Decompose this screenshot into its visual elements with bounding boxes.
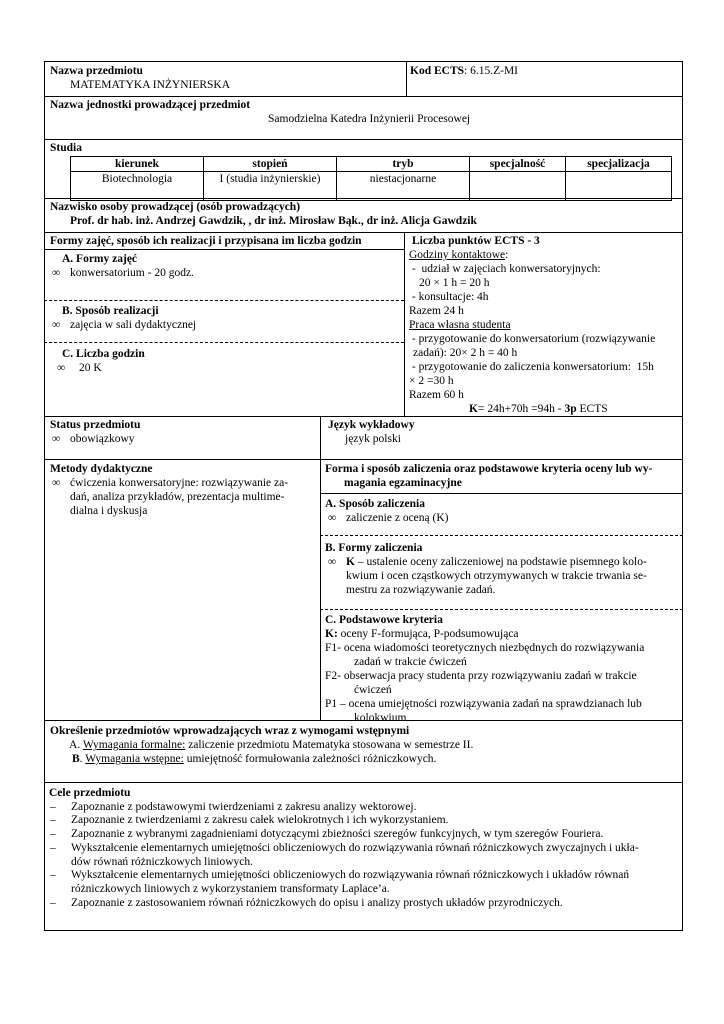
ects-contact-hours: Godziny kontaktowe: bbox=[409, 249, 509, 261]
studia-value: Biotechnologia bbox=[71, 172, 204, 201]
forms-c-value: 20 K bbox=[79, 362, 102, 374]
divider-dashed bbox=[320, 609, 683, 610]
subject-name: MATEMATYKA INŻYNIERSKA bbox=[70, 79, 231, 91]
prereq-formal: A. Wymagania formalne: zaliczenie przedmiotu Matematyka stosowana w semestrze II. bbox=[69, 739, 474, 751]
assessment-a-value: zaliczenie z oceną (K) bbox=[346, 512, 449, 524]
forms-b-item bbox=[52, 318, 196, 332]
studia-value: niestacjonarne bbox=[337, 172, 470, 201]
studia-header: stopień bbox=[204, 157, 337, 172]
ects-own-work: Praca własna studenta bbox=[409, 319, 511, 331]
goal-item: – Zapoznanie z podstawowymi twierdzeniami z zakresu analizy wektorowej. bbox=[50, 800, 417, 813]
status-item bbox=[52, 432, 135, 446]
studia-header: specjalizacja bbox=[566, 157, 672, 172]
goal-item: – Zapoznanie z wybranymi zagadnieniami dotyczącymi zbieżności szeregów funkcyjnych, w tym szeregów Fouriera. bbox=[50, 828, 604, 841]
divider bbox=[44, 96, 683, 97]
methods-text: ∞ ćwiczenia konwersatoryjne: rozwiązywanie za- dań, analiza przykładów, prezentacja multime- dialna i dyskusja bbox=[52, 477, 289, 517]
forms-b-label: B. Sposób realizacji bbox=[62, 305, 159, 317]
divider bbox=[44, 720, 683, 721]
studia-label: Studia bbox=[50, 142, 82, 154]
infinity-bullet-icon: ∞ bbox=[52, 433, 61, 445]
criterion-f1: F1- ocena wiadomości teoretycznych niezbędnych do rozwiązywania bbox=[325, 642, 645, 654]
goals-block bbox=[45, 787, 681, 910]
assessment-title: Forma i sposób zaliczenia oraz podstawowe kryteria oceny lub wy- magania egzaminacyjne bbox=[325, 463, 653, 489]
goal-item: – Wykształcenie elementarnych umiejętności obliczeniowych do rozwiązywania równań różniczkowych i układów równań różniczkowych liniowych z wykorzystaniem transformaty Laplace’a. bbox=[50, 869, 630, 895]
forms-ects-divider bbox=[404, 232, 405, 416]
forms-b-value: zajęcia w sali dydaktycznej bbox=[70, 319, 197, 331]
ects-line: Razem 24 h bbox=[409, 305, 464, 317]
goal-item: – Wykształcenie elementarnych umiejętności obliczeniowych do rozwiązywania równań różniczkowych zwyczajnych i ukła- dów równań różniczkowych liniowych. bbox=[50, 841, 639, 868]
infinity-bullet-icon: ∞ bbox=[52, 319, 61, 331]
assessment-a-item bbox=[328, 511, 448, 525]
divider-dashed bbox=[44, 300, 404, 301]
language-label: Język wykładowy bbox=[328, 419, 415, 431]
studia-value bbox=[566, 172, 672, 201]
prereq-label: Określenie przedmiotów wprowadzających wraz z wymogami wstępnymi bbox=[50, 725, 410, 737]
forms-a-item bbox=[52, 266, 194, 280]
divider bbox=[44, 198, 683, 199]
subject-label: Nazwa przedmiotu bbox=[50, 65, 143, 77]
criterion-p1: P1 – ocena umiejętności rozwiązywania zadań na sprawdzianach lub bbox=[325, 698, 642, 710]
subject-block bbox=[50, 64, 230, 92]
goal-item: – Zapoznanie z zastosowaniem równań różniczkowych do opisu i analizy prostych układów przyrodniczych. bbox=[50, 896, 563, 909]
forms-c-label: C. Liczba godzin bbox=[62, 348, 145, 360]
divider bbox=[320, 493, 683, 494]
ects-line: - przygotowanie do zaliczenia konwersatorium: 15h bbox=[409, 361, 654, 373]
forms-title: Formy zajęć, sposób ich realizacji i przypisana im liczba godzin bbox=[50, 235, 362, 247]
ects-line: - przygotowanie do konwersatorium (rozwiązywanie bbox=[409, 333, 656, 345]
header-divider bbox=[406, 61, 407, 97]
prereq-initial: B. Wymagania wstępne: umiejętność formułowania zależności różniczkowych. bbox=[72, 753, 437, 765]
divider bbox=[44, 249, 404, 250]
divider bbox=[44, 416, 683, 417]
infinity-bullet-icon: ∞ bbox=[52, 267, 61, 279]
divider bbox=[44, 782, 683, 783]
ects-line: 20 × 1 h = 20 h bbox=[419, 277, 490, 289]
criterion-f2: F2- obserwacja pracy studenta przy rozwiązywaniu zadań w trakcie bbox=[325, 670, 637, 682]
goals-label: Cele przedmiotu bbox=[49, 787, 131, 799]
goal-item: – Zapoznanie z twierdzeniami z zakresu całek wielokrotnych i ich wykorzystaniem. bbox=[50, 814, 449, 827]
ects-code bbox=[410, 64, 518, 78]
ects-line: zadań): 20× 2 h = 40 h bbox=[413, 347, 518, 359]
ects-code-value: : 6.15.Z-MI bbox=[464, 65, 518, 77]
status-label: Status przedmiotu bbox=[50, 419, 141, 431]
ects-line: × 2 =30 h bbox=[409, 375, 454, 387]
divider bbox=[44, 232, 683, 233]
forms-a-label: A. Formy zajęć bbox=[62, 253, 138, 265]
ects-block bbox=[409, 234, 681, 416]
unit-label: Nazwa jednostki prowadzącej przedmiot bbox=[50, 99, 251, 111]
studia-header: specjalność bbox=[470, 157, 566, 172]
methods-label: Metody dydaktyczne bbox=[50, 463, 153, 475]
prereq-block bbox=[50, 724, 473, 766]
infinity-bullet-icon: ∞ bbox=[328, 556, 337, 568]
ects-line: - konsultacje: 4h bbox=[409, 291, 489, 303]
ects-line: Razem 60 h bbox=[409, 389, 464, 401]
instructors-label: Nazwisko osoby prowadzącej (osób prowadzących) bbox=[50, 201, 301, 213]
unit-value: Samodzielna Katedra Inżynierii Procesowej bbox=[268, 113, 471, 125]
ects-title: Liczba punktów ECTS - 3 bbox=[412, 235, 540, 247]
infinity-bullet-icon: ∞ bbox=[328, 512, 337, 524]
divider-dashed bbox=[320, 535, 683, 536]
studia-header: tryb bbox=[337, 157, 470, 172]
infinity-bullet-icon: ∞ bbox=[52, 477, 61, 489]
infinity-bullet-icon: ∞ bbox=[57, 362, 66, 374]
studia-value: I (studia inżynierskie) bbox=[204, 172, 337, 201]
studia-value bbox=[470, 172, 566, 201]
ects-line: - udział w zajęciach konwersatoryjnych: bbox=[409, 263, 601, 275]
studia-table bbox=[70, 156, 672, 201]
divider bbox=[44, 459, 683, 460]
divider bbox=[44, 139, 683, 140]
assessment-c-block: C. Podstawowe kryteria K: oceny F-formująca, P-podsumowująca F1- ocena wiadomości teoretycznych niezbędnych do rozwiązywania zadań w trakcie ćwiczeń F2- obserwacja pracy studenta przy rozwiązywaniu zadań w trakcie ćwiczeń P1 – ocena umiejętności rozwiązywania zadań na sprawdzianach lub kolokwium bbox=[325, 614, 645, 724]
divider-dashed bbox=[44, 342, 404, 343]
assessment-a-label: A. Sposób zaliczenia bbox=[325, 498, 425, 510]
assessment-c-label: C. Podstawowe kryteria bbox=[325, 614, 443, 626]
status-value: obowiązkowy bbox=[70, 433, 135, 445]
instructors-value: Prof. dr hab. inż. Andrzej Gawdzik, , dr inż. Mirosław Bąk., dr inż. Alicja Gawdzik bbox=[70, 215, 477, 227]
assessment-b-text: ∞ K – ustalenie oceny zaliczeniowej na podstawie pisemnego kolo- kwium i ocen cząstkowych otrzymywanych w trakcie trwania se- mestru za rozwiązywanie zadań. bbox=[328, 556, 647, 596]
ects-code-label: Kod ECTS bbox=[410, 65, 465, 77]
assessment-b-label: B. Formy zaliczenia bbox=[325, 542, 423, 554]
ects-total: K= 24h+70h =94h - 3p ECTS bbox=[469, 403, 608, 415]
studia-header: kierunek bbox=[71, 157, 204, 172]
forms-a-value: konwersatorium - 20 godz. bbox=[70, 267, 194, 279]
status-language-divider bbox=[320, 416, 321, 720]
language-value: język polski bbox=[345, 433, 401, 445]
forms-c-item bbox=[57, 361, 102, 375]
